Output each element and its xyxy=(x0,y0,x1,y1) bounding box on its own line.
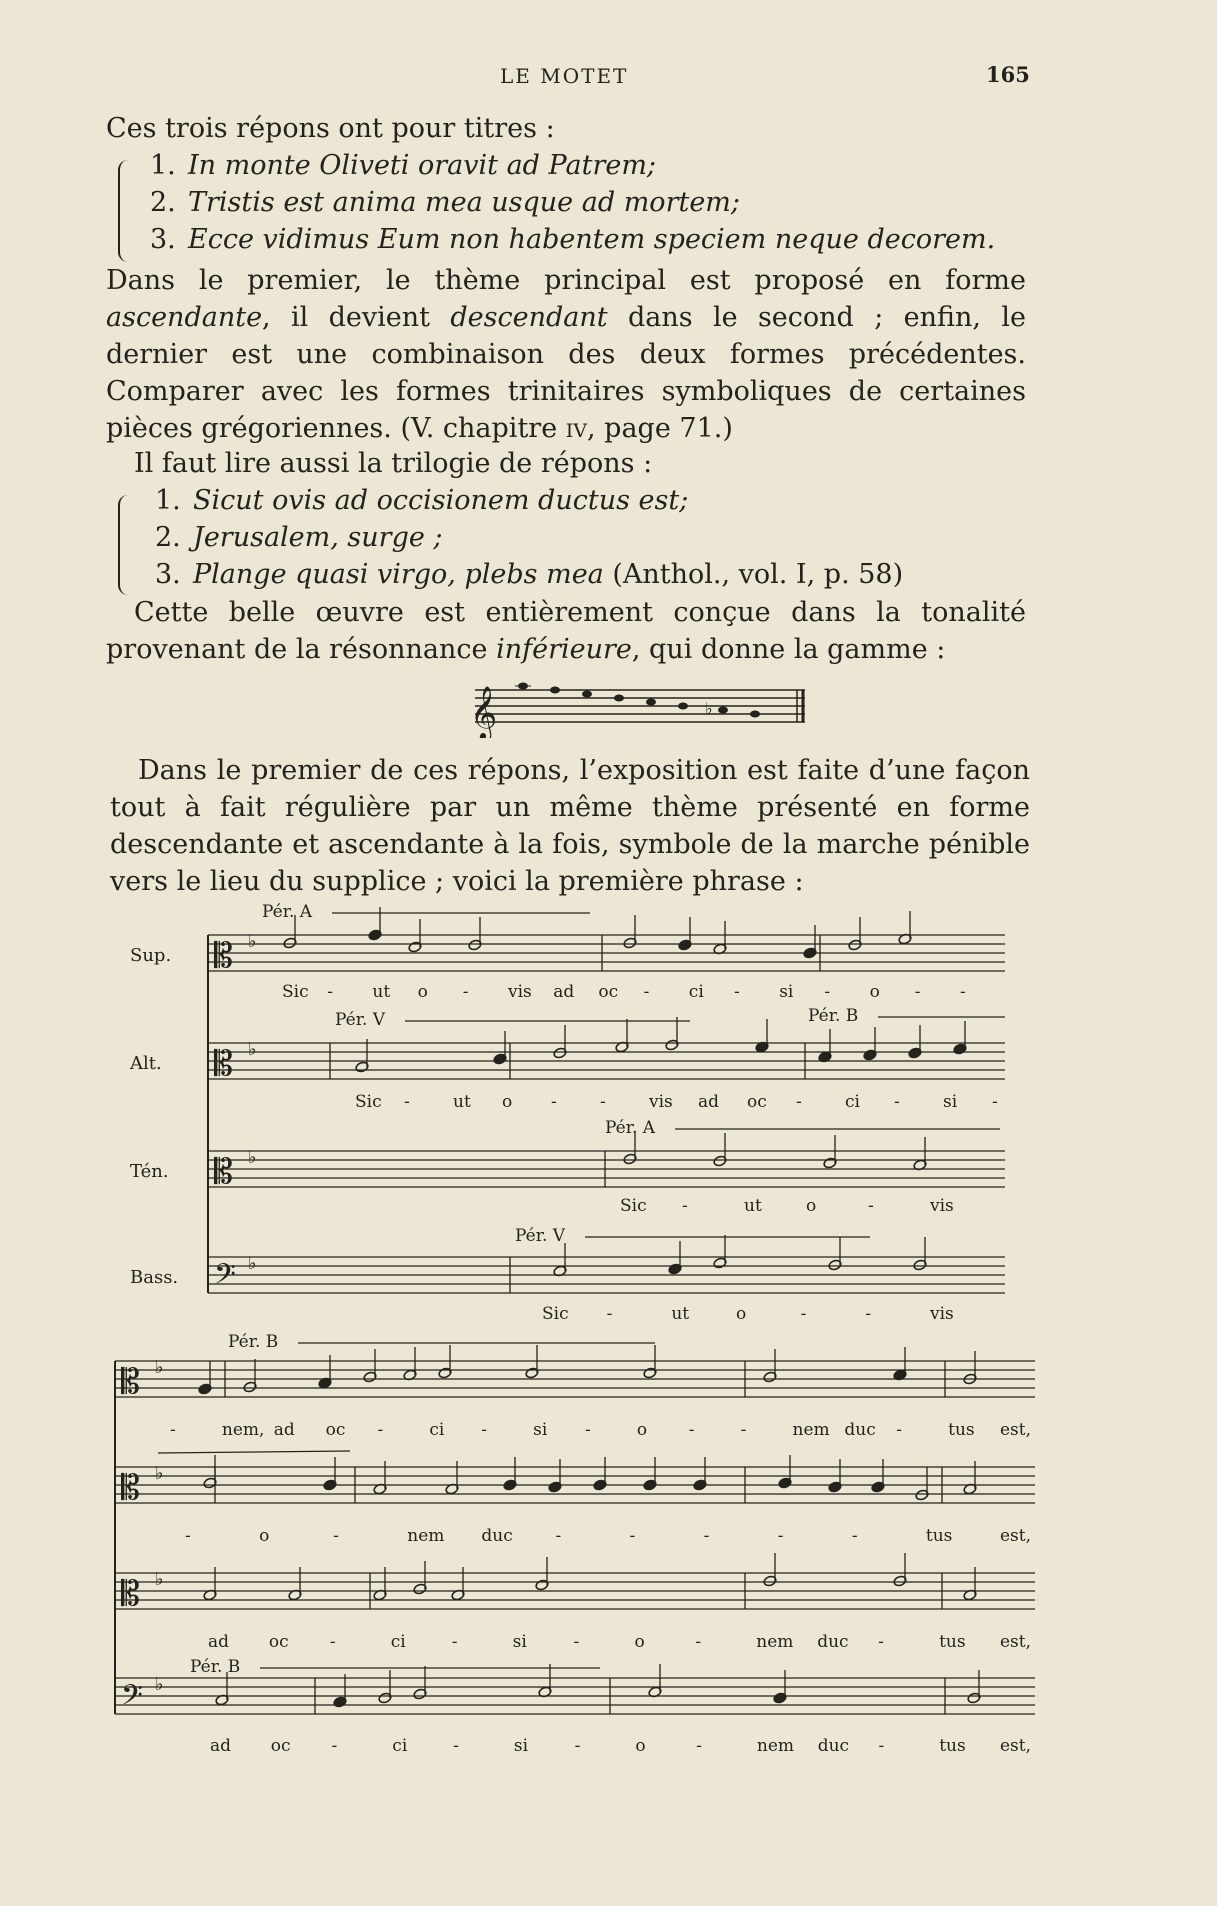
period-mark: Pér. V xyxy=(335,1010,386,1030)
clef-icon: 𝄡 xyxy=(214,936,233,976)
staff-system1 xyxy=(208,1043,1005,1079)
lyric-syllable: si xyxy=(513,1736,529,1756)
lyric-syllable: tus xyxy=(948,1420,975,1440)
lyric-syllable: Sic xyxy=(620,1196,647,1216)
intro-text: Ces trois répons ont pour titres : xyxy=(106,113,555,144)
lyric-syllable: - xyxy=(878,1632,884,1652)
lyric-syllable: nem, xyxy=(221,1420,265,1440)
lyric-syllable: - xyxy=(643,982,650,1002)
lyric-syllable: - xyxy=(329,1632,336,1652)
lyric-syllable: - xyxy=(573,1632,580,1652)
lyric-syllable: - xyxy=(185,1526,191,1546)
lyric-syllable: ut xyxy=(671,1304,690,1324)
lyric-syllable: si xyxy=(512,1632,527,1652)
lyric-syllable: - xyxy=(551,1092,557,1112)
brace-list1 xyxy=(118,160,136,262)
title-list-2 xyxy=(155,482,1055,593)
flat-icon: ♭ xyxy=(248,1039,257,1060)
lyric-syllable: - xyxy=(585,1420,591,1440)
lyric-syllable: ci xyxy=(845,1092,860,1112)
lyric-syllable: - xyxy=(824,982,831,1002)
lyric-syllable: ad xyxy=(553,982,575,1002)
lyric-syllable: vis xyxy=(930,1196,954,1216)
lyric-syllable: - xyxy=(800,1304,807,1324)
period-mark: Pér. A xyxy=(262,902,313,922)
lyric-syllable: Sic xyxy=(355,1092,382,1112)
svg-text:♭: ♭ xyxy=(705,699,713,718)
clef-icon: 𝄡 xyxy=(214,1152,233,1192)
page-number: 165 xyxy=(986,62,1030,87)
lyric-syllable: - xyxy=(695,1632,702,1652)
lyric-syllable: - xyxy=(777,1526,784,1546)
lyric-syllable: - xyxy=(896,1420,902,1440)
lyric-syllable: duc xyxy=(817,1736,850,1756)
lyric-syllable: o xyxy=(417,982,428,1002)
lyric-syllable: - xyxy=(606,1304,613,1324)
clef-icon: 𝄡 xyxy=(121,1362,140,1402)
list-item: 3. Plange quasi virgo, plebs mea (Anthol., vol. I, p. 58) xyxy=(155,559,904,590)
lyric-syllable: o xyxy=(736,1304,747,1324)
scale-notes xyxy=(515,683,760,719)
list-item: 1. Sicut ovis ad occisionem ductus est; xyxy=(155,485,689,516)
flat-icon: ♭ xyxy=(155,1569,164,1590)
lyric-syllable: nem xyxy=(407,1526,445,1546)
lyric-syllable: - xyxy=(682,1196,688,1216)
lyric-syllable: - xyxy=(629,1526,636,1546)
period-mark: Pér. A xyxy=(605,1118,656,1138)
lyric-syllable: - xyxy=(600,1092,606,1112)
lyric-syllable: ut xyxy=(453,1092,471,1112)
staff-system2 xyxy=(115,1467,1035,1503)
lyric-syllable: oc xyxy=(598,982,619,1002)
lyric-syllable: - xyxy=(404,1092,410,1112)
clef-icon: 𝄡 xyxy=(121,1574,140,1614)
voice-label: Alt. xyxy=(130,1053,162,1074)
lyric-syllable: - xyxy=(878,1736,885,1756)
lyric-syllable: si xyxy=(779,982,794,1002)
flat-icon: ♭ xyxy=(248,1253,257,1274)
lyric-syllable: tus xyxy=(939,1632,966,1652)
lyric-syllable: duc xyxy=(481,1526,513,1546)
lyric-syllable: - xyxy=(992,1092,998,1112)
lyric-syllable: - xyxy=(703,1526,710,1546)
lyric-syllable: o xyxy=(259,1526,270,1546)
lyric-syllable: - xyxy=(960,982,966,1002)
voice-label: Bass. xyxy=(130,1267,179,1288)
lyric-syllable: - xyxy=(451,1632,458,1652)
scale-example xyxy=(465,678,815,738)
title-list-1 xyxy=(150,147,1050,258)
intro-paragraph xyxy=(106,110,1026,147)
lyric-syllable: o xyxy=(636,1420,648,1440)
paragraph-3: Cette belle œuvre est entièrement conçue dans la tonalité provenant de la résonnance inférieure, qui donne la gamme : xyxy=(106,597,1026,665)
lyric-syllable: - xyxy=(170,1420,176,1440)
lyric-syllable: vis xyxy=(930,1304,954,1324)
flat-icon: ♭ xyxy=(155,1674,164,1695)
lyric-syllable: nem xyxy=(756,1632,794,1652)
period-mark: Pér. B xyxy=(808,1006,859,1026)
list-item: 2. Jerusalem, surge ; xyxy=(155,522,443,553)
lyric-syllable: ad xyxy=(208,1632,230,1652)
lyric-syllable: - xyxy=(331,1736,338,1756)
lyric-syllable: ad xyxy=(698,1092,720,1112)
lyric-syllable: vis xyxy=(649,1092,673,1112)
list-item: 3. Ecce vidimus Eum non habentem speciem neque decorem. xyxy=(150,224,996,255)
lyric-syllable: - xyxy=(734,982,740,1002)
lyric-syllable: - xyxy=(865,1304,872,1324)
lyric-syllable: oc xyxy=(268,1632,289,1652)
lyric-syllable: - xyxy=(462,982,469,1002)
lyric-syllable: vis xyxy=(508,982,532,1002)
clef-icon: 𝄡 xyxy=(121,1468,140,1508)
lyric-syllable: - xyxy=(696,1736,702,1756)
period-mark: Pér. B xyxy=(228,1332,279,1352)
lyric-syllable: est, xyxy=(1000,1736,1032,1756)
lyric-syllable: oc xyxy=(325,1420,346,1440)
period-mark: Pér. V xyxy=(515,1226,566,1246)
lyric-syllable: est, xyxy=(1000,1420,1032,1440)
lyric-syllable: - xyxy=(740,1420,747,1440)
period-line xyxy=(158,1451,350,1453)
list-item: 1. In monte Oliveti oravit ad Patrem; xyxy=(150,150,657,181)
lyric-syllable: oc xyxy=(747,1092,767,1112)
flat-icon: ♭ xyxy=(248,1147,257,1168)
lyric-syllable: - xyxy=(914,982,921,1002)
treble-clef-icon: 𝄞 xyxy=(470,685,498,738)
list-item: 2. Tristis est anima mea usque ad mortem; xyxy=(150,187,740,218)
lyric-syllable: o xyxy=(502,1092,513,1112)
lyric-syllable: ut xyxy=(744,1196,762,1216)
lyric-syllable: - xyxy=(453,1736,459,1756)
lyric-syllable: si xyxy=(943,1092,958,1112)
clef-icon: 𝄡 xyxy=(214,1044,233,1084)
lyric-syllable: - xyxy=(377,1420,384,1440)
lyric-syllable: ci xyxy=(429,1420,445,1440)
paragraph-2: Il faut lire aussi la trilogie de répons : xyxy=(134,448,653,479)
staff-system1 xyxy=(208,1257,1005,1293)
lyric-syllable: nem xyxy=(756,1736,795,1756)
lyric-syllable: ci xyxy=(688,982,704,1002)
voice-label: Tén. xyxy=(130,1161,169,1182)
lyric-syllable: o xyxy=(634,1632,645,1652)
lyric-syllable: Sic xyxy=(282,982,309,1002)
lyric-syllable: - xyxy=(481,1420,487,1440)
lyric-syllable: est, xyxy=(1000,1632,1032,1652)
lyric-syllable: o xyxy=(806,1196,817,1216)
lyric-syllable: - xyxy=(688,1420,695,1440)
clef-icon: 𝄢 xyxy=(121,1679,143,1719)
lyric-syllable: est, xyxy=(1000,1526,1032,1546)
lyric-syllable: - xyxy=(796,1092,802,1112)
lyric-syllable: Sic xyxy=(542,1304,569,1324)
lyric-syllable: duc xyxy=(844,1420,876,1440)
lyric-syllable: o xyxy=(869,982,880,1002)
running-title: LE MOTET xyxy=(500,64,629,88)
lyric-syllable: tus xyxy=(939,1736,966,1756)
staff-system2 xyxy=(115,1678,1035,1714)
lyric-syllable: ad xyxy=(210,1736,232,1756)
lyric-syllable: - xyxy=(327,982,333,1002)
paragraph-1: Dans le premier, le thème principal est proposé en forme ascendante, il devient descendant dans le second ; enfin, le dernier est une combinaison des deux formes précédentes. Comparer avec les formes trinitaires symboliques de certaines pièces grégoriennes. (V. chapitre iv, page 71.) xyxy=(106,265,1026,444)
flat-icon: ♭ xyxy=(155,1357,164,1378)
musical-score xyxy=(0,895,1217,1795)
lyric-syllable: ut xyxy=(372,982,391,1002)
paragraph-4: Dans le premier de ces répons, l’exposition est faite d’une façon tout à fait régulière par un même thème présenté en forme descendante et ascendante à la fois, symbole de la marche pénible vers le lieu du supplice ; voici la première phrase : xyxy=(110,755,1030,897)
voice-label: Sup. xyxy=(130,945,172,966)
lyric-syllable: - xyxy=(333,1526,339,1546)
lyric-syllable: si xyxy=(533,1420,548,1440)
lyric-syllable: oc xyxy=(270,1736,291,1756)
clef-icon: 𝄢 xyxy=(214,1258,236,1298)
lyric-syllable: ci xyxy=(392,1736,408,1756)
staff-system1 xyxy=(208,935,1005,971)
lyric-syllable: duc xyxy=(817,1632,849,1652)
lyric-syllable: ad xyxy=(273,1420,295,1440)
lyric-syllable: - xyxy=(851,1526,858,1546)
lyric-syllable: - xyxy=(868,1196,874,1216)
staff-system1 xyxy=(208,1151,1005,1187)
lyric-syllable: o xyxy=(635,1736,646,1756)
lyric-syllable: nem xyxy=(792,1420,830,1440)
lyric-syllable: - xyxy=(555,1526,562,1546)
lyric-syllable: ci xyxy=(390,1632,406,1652)
lyric-syllable: tus xyxy=(925,1526,953,1546)
lyric-syllable: - xyxy=(894,1092,900,1112)
lyric-syllable: - xyxy=(574,1736,581,1756)
flat-icon: ♭ xyxy=(248,931,257,952)
flat-icon: ♭ xyxy=(155,1463,164,1484)
brace-list2 xyxy=(118,495,136,595)
period-mark: Pér. B xyxy=(190,1657,241,1677)
